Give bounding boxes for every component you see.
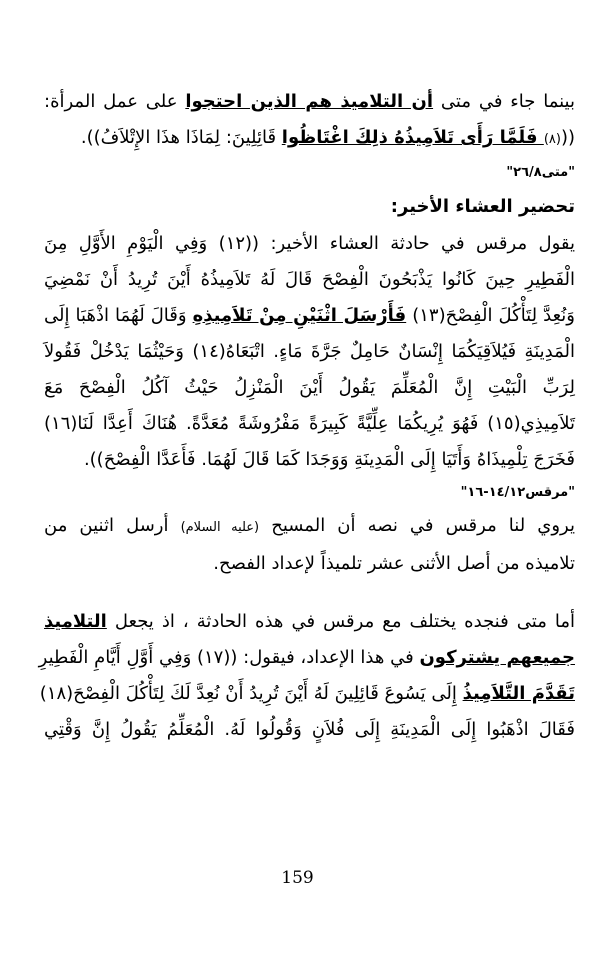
- underlined-phrase: فَأَرْسَلَ اثْنَيْنِ مِنْ تَلاَمِيذِهِ: [192, 305, 407, 326]
- text-segment: أما متى فنجده يختلف مع مرقس في هذه الحادثة ، اذ يجعل: [106, 611, 575, 632]
- text-segment: على عمل المرأة:: [44, 91, 186, 112]
- scripture-reference: "متى٢٦/٨": [506, 165, 575, 180]
- underlined-phrase: التلاميذ: [44, 611, 107, 632]
- text-segment: بينما جاء في متى: [433, 91, 575, 112]
- paragraph-line: [44, 604, 575, 640]
- paragraph-line: [38, 640, 575, 676]
- paragraph-line: فَقَالَ اذْهَبُوا إِلَى الْمَدِينَةِ إِلَى فُلاَنٍ وَقُولُوا لَهُ. الْمُعَلِّمُ يَقُولُ إِنَّ وَقْتِي: [44, 719, 575, 740]
- paragraph-line: يقول مرقس في حادثة العشاء الأخير: ((١٢) وَفِي الْيَوْمِ الأَوَّلِ مِنَ: [44, 233, 576, 254]
- page-body: [38, 84, 576, 748]
- text-segment: قَائِلِينَ: لِمَاذَا هذَا الإِتْلاَفُ)).: [80, 127, 282, 148]
- paragraph-line: [44, 84, 575, 120]
- paragraph-line: [39, 676, 575, 712]
- paragraph-gap: [44, 582, 575, 604]
- underlined-phrase: أن التلاميذ هم الذين احتجوا: [185, 91, 434, 112]
- paragraph-line: تلاميذه من أصل الأثنى عشر تلميذاً لإعداد الفصح.: [213, 553, 575, 574]
- text-segment: وَقَالَ لَهُمَا اذْهَبَا إِلَى: [44, 305, 193, 326]
- text-segment: يروي لنا مرقس في نصه أن المسيح: [259, 515, 575, 536]
- text-segment: إِلَى يَسُوعَ قَائِلِينَ لَهُ أَيْنَ تُرِيدُ أَنْ نُعِدَّ لَكَ لِتَأْكُلَ الْفِصْحَ(١٨): [39, 683, 463, 704]
- underlined-phrase: فَلَمَّا رَأَى تَلاَمِيذُهُ ذلِكَ اغْتَاظُوا: [281, 127, 544, 148]
- honorific: (عليه السلام): [180, 520, 260, 535]
- paragraph-line: لِرَبِّ الْبَيْتِ إِنَّ الْمُعَلِّمَ يَقُولُ أَيْنَ الْمَنْزِلُ حَيْثُ آكُلُ الْفِصْحَ مَعَ: [44, 377, 575, 398]
- page-number: 159: [281, 868, 314, 888]
- underlined-phrase: تَقَدَّمَ التَّلاَمِيذُ: [462, 683, 575, 704]
- scripture-reference: "مرقس١٤/١٢-١٦": [460, 485, 575, 500]
- text-segment: وَنُعِدَّ لِتَأْكُلَ الْفِصْحَ(١٣): [406, 305, 575, 326]
- verse-number: (٨): [543, 132, 561, 147]
- paragraph-line: الْمَدِينَةِ فَيُلاَقِيَكُمَا إِنْسَانٌ حَامِلٌ جَرَّةَ مَاءٍ. اتْبَعَاهُ(١٤) وَحَيْثُمَا يَدْخُلْ فَقُولاَ: [44, 341, 575, 362]
- paragraph-line: [44, 298, 575, 334]
- paragraph-line: تَلاَمِيذِي(١٥) فَهُوَ يُرِيكُمَا عِلِّيَّةً كَبِيرَةً مَفْرُوشَةً مُعَدَّةً. هُنَاكَ أَعِدَّا لَنَا(١٦): [44, 413, 575, 434]
- paragraph-line: الْفَطِيرِ حِينَ كَانُوا يَذْبَحُونَ الْفِصْحَ قَالَ لَهُ تَلاَمِيذُهُ أَيْنَ تُرِيدُ أَنْ نَمْضِيَ: [44, 269, 575, 290]
- underlined-phrase: جميعهم يشتركون: [419, 647, 575, 668]
- section-heading: تحضير العشاء الأخير:: [390, 196, 575, 217]
- text-segment: ((: [560, 127, 575, 148]
- quote-line: [44, 120, 575, 158]
- text-segment: أرسل اثنين من: [44, 515, 181, 536]
- text-segment: في هذا الإعداد، فيقول: ((١٧) وَفِي أَوَّلِ أَيَّامِ الْفَطِيرِ: [38, 647, 420, 668]
- paragraph-line: فَخَرَجَ تِلْمِيذَاهُ وَأَتَيَا إِلَى الْمَدِينَةِ وَوَجَدَا كَمَا قَالَ لَهُمَا. فَأَعَدَّا الْفِصْحَ)).: [83, 449, 575, 470]
- paragraph-line: [44, 508, 575, 546]
